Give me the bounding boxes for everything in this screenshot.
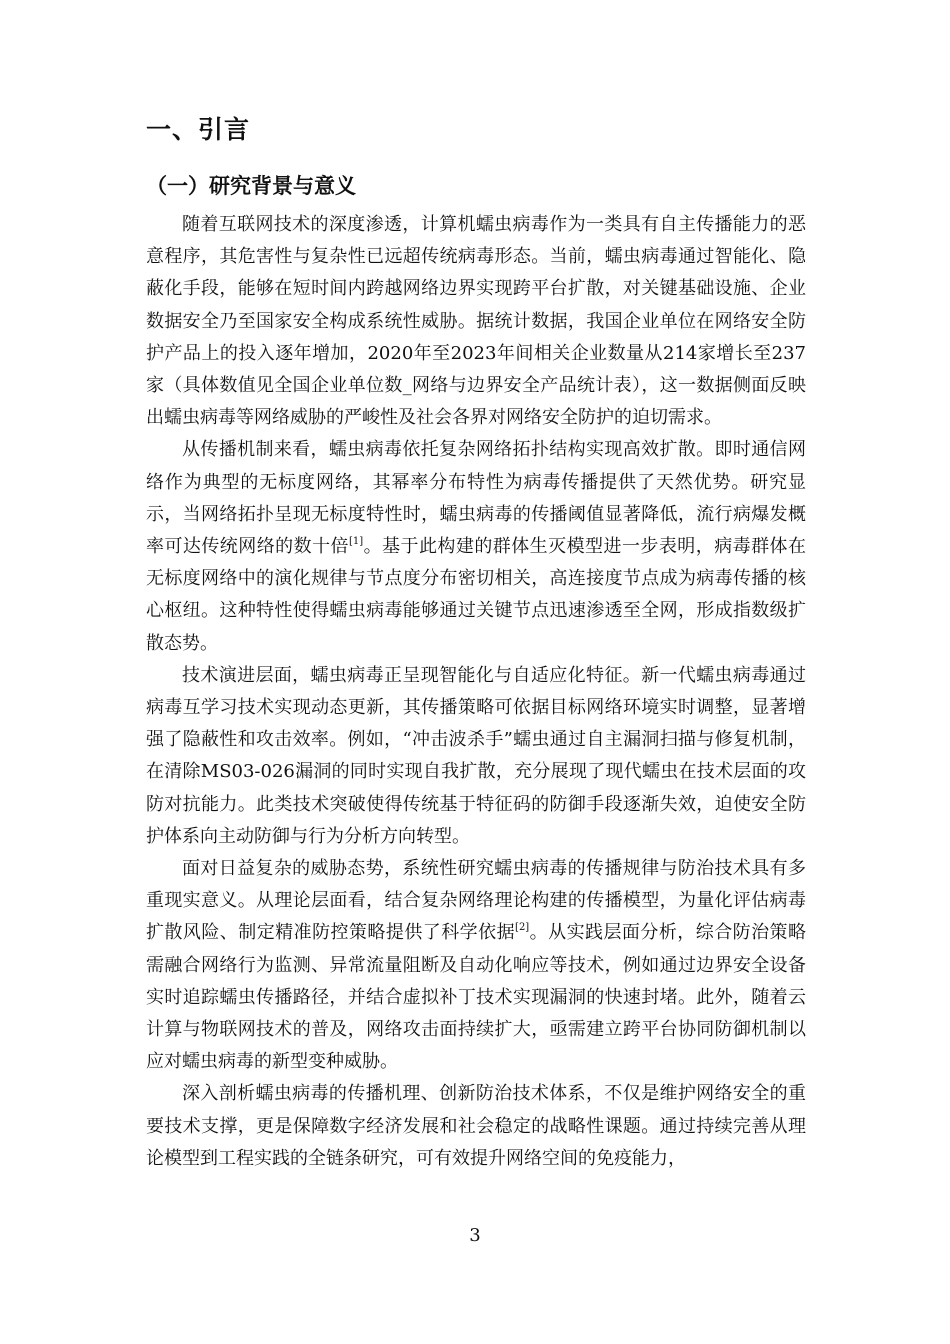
page-number: 3 [469, 1225, 481, 1246]
paragraph-text: 从传播机制来看，蠕虫病毒依托复杂网络拓扑结构实现高效扩散。即时通信网络作为典型的无标度网络，其幂率分布特性为病毒传播提供了天然优势。研究显示，当网络拓扑呈现无标度特性时，蠕虫病毒的传播阈值显著降低，流行病爆发概率可达传统网络的数十倍 [146, 439, 806, 558]
paragraph-text: 随着互联网技术的深度渗透，计算机蠕虫病毒作为一类具有自主传播能力的恶意程序，其危害性与复杂性已远超传统病毒形态。当前，蠕虫病毒通过智能化、隐蔽化手段，能够在短时间内跨越网络边界实现跨平台扩散，对关键基础设施、企业数据安全乃至国家安全构成系统性威胁。据统计数据，我国企业单位在网络安全防护产品上的投入逐年增加，2020年至2023年间相关企业数量从214家增长至237家（具体数值见全国企业单位数_网络与边界安全产品统计表），这一数据侧面反映出蠕虫病毒等网络威胁的严峻性及社会各界对网络安全防护的迫切需求。 [146, 214, 806, 429]
paragraph-background [146, 209, 806, 434]
body-text [146, 209, 806, 1175]
citation-marker: [1] [348, 536, 364, 548]
paragraph-text: 。基于此构建的群体生灭模型进一步表明，病毒群体在无标度网络中的演化规律与节点度分布密切相关，高连接度节点成为病毒传播的核心枢纽。这种特性使得蠕虫病毒能够通过关键节点迅速渗透至全网，形成指数级扩散态势。 [146, 536, 807, 654]
citation-marker: [2] [515, 922, 530, 934]
paragraph-text: 。从实践层面分析，综合防治策略需融合网络行为监测、异常流量阻断及自动化响应等技术，例如通过边界安全设备实时追踪蠕虫传播路径，并结合虚拟补丁技术实现漏洞的快速封堵。此外，随着云计算与物联网技术的普及，网络攻击面持续扩大，亟需建立跨平台协同防御机制以应对蠕虫病毒的新型变种威胁。 [146, 922, 807, 1073]
paragraph-text: 深入剖析蠕虫病毒的传播机理、创新防治技术体系，不仅是维护网络安全的重要技术支撑，更是保障数字经济发展和社会稳定的战略性课题。通过持续完善从理论模型到工程实践的全链条研究，可有效提升网络空间的免疫能力， [146, 1083, 806, 1169]
subsection-heading: （一）研究背景与意义 [146, 174, 356, 198]
paragraph-technology [146, 660, 806, 853]
paragraph-propagation [146, 434, 806, 659]
paragraph-text: 技术演进层面，蠕虫病毒正呈现智能化与自适应化特征。新一代蠕虫病毒通过病毒互学习技术实现动态更新，其传播策略可依据目标网络环境实时调整，显著增强了隐蔽性和攻击效率。例如，“冲击波杀手”蠕虫通过自主漏洞扫描与修复机制，在清除MS03-026漏洞的同时实现自我扩散，充分展现了现代蠕虫在技术层面的攻防对抗能力。此类技术突破使得传统基于特征码的防御手段逐渐失效，迫使安全防护体系向主动防御与行为分析方向转型。 [146, 664, 806, 847]
paragraph-text: 面对日益复杂的威胁态势，系统性研究蠕虫病毒的传播规律与防治技术具有多重现实意义。从理论层面看，结合复杂网络理论构建的传播模型，为量化评估病毒扩散风险、制定精准防控策略提供了科学依据 [146, 858, 806, 944]
paragraph-significance [146, 853, 806, 1078]
paragraph-conclusion [146, 1078, 806, 1175]
section-heading: 一、引言 [146, 115, 251, 144]
